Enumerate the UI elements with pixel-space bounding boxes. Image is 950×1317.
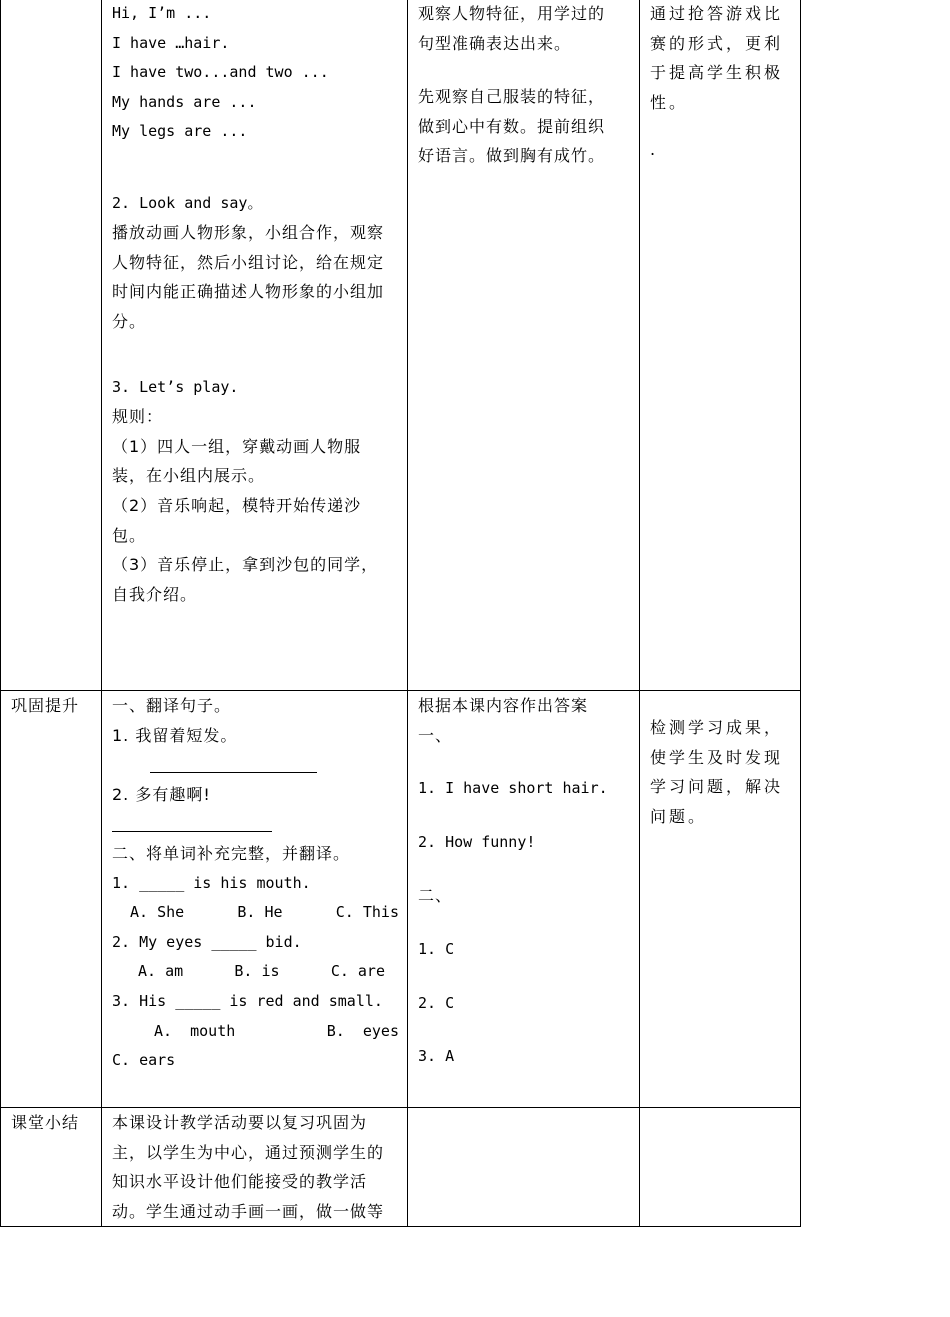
intent-text-line: 学习问题，解决 [650,777,784,797]
stage-label-cell [1,691,102,1108]
design-intent-cell-empty [640,1108,801,1227]
rule-line: （1）四人一组，穿戴动画人物服 [112,436,362,456]
intent-text-line: 赛的形式，更利 [650,33,784,53]
step-text-line: 分。 [112,311,147,331]
choice-options [112,1017,399,1047]
design-intent-cell [640,691,801,1108]
student-text-line: 句型准确表达出来。 [418,33,572,53]
dialogue-line: I have …hair. [112,33,230,52]
choice-question: 3. His _____ is red and small. [112,991,383,1010]
teaching-procedure-cell [102,0,408,691]
exercise-part-title: 一、翻译句子。 [112,696,232,715]
student-activity-cell-empty [408,1108,640,1227]
step-text-line: 人物特征，然后小组讨论，给在规定 [112,252,385,272]
choice-option: B. He [237,903,283,922]
choice-option: C. ears [112,1051,176,1070]
answer-heading: 根据本课内容作出答案 [418,696,589,715]
teaching-procedure-cell [102,1108,408,1227]
step-text-line: 时间内能正确描述人物形象的小组加 [112,282,385,302]
dialogue-line: I have two...and two ... [112,63,329,82]
summary-line: 本课设计教学活动要以复习巩固为 [112,1113,368,1132]
student-text-line: 观察人物特征，用学过的 [418,4,606,23]
step-title: 3. Let’s play. [112,377,239,396]
choice-option: B. eyes [326,1021,399,1040]
rules-label: 规则： [112,407,164,427]
step-title: 2. Look and say。 [112,193,263,212]
intent-text-line: 于提高学生积极 [650,63,784,83]
choice-question: 2. My eyes _____ bid. [112,932,302,951]
student-text-line: 先观察自己服装的特征， [418,87,606,107]
stage-label-cell [1,1108,102,1227]
intent-text-line: 使学生及时发现 [650,747,784,767]
table-row-activities [1,0,801,691]
stage-label: 巩固提升 [11,696,80,715]
answer-line: 3. A [418,1047,455,1066]
choice-question: 1. _____ is his mouth. [112,873,311,892]
rule-line: （3）音乐停止，拿到沙包的同学， [112,555,379,575]
dialogue-line: Hi, I’m ... [112,4,212,22]
design-intent-cell [640,0,801,691]
choice-option: A. She [130,903,185,922]
choice-option: B. is [234,962,280,981]
answer-line: 2. How funny! [418,832,536,851]
student-text-line: 好语言。做到胸有成竹。 [418,146,606,166]
student-text-line: 做到心中有数。提前组织 [418,116,606,136]
choice-option: C. This [335,903,399,922]
choice-options [112,957,399,987]
dialogue-line: My hands are ... [112,92,257,111]
exercise-part-title: 二、将单词补充完整，并翻译。 [112,843,351,863]
choice-options [112,898,399,928]
teaching-procedure-cell [102,691,408,1108]
step-text-line: 播放动画人物形象，小组合作，观察 [112,223,385,243]
rule-line: 包。 [112,525,147,545]
stage-label-cell-empty [1,0,102,691]
answer-line: 1. C [418,939,455,958]
translate-question: 2. 多有趣啊! [112,784,211,804]
rule-line: 装，在小组内展示。 [112,466,266,486]
intent-text-line: 性。 [650,92,689,112]
rule-line: （2）音乐响起，模特开始传递沙 [112,495,362,515]
answer-line: 1. I have short hair. [418,779,608,798]
answer-line: 2. C [418,993,455,1012]
intent-text-line: 检测学习成果， [650,718,784,737]
intent-dot: . [650,140,656,160]
answer-blank-line [112,750,399,780]
choice-option: A. mouth [154,1021,236,1040]
dialogue-line: My legs are ... [112,122,248,141]
stage-label: 课堂小结 [11,1113,80,1132]
rule-line: 自我介绍。 [112,584,198,604]
answer-part: 一、 [418,725,453,745]
choice-option: C. are [330,962,385,981]
translate-question: 1. 我留着短发。 [112,725,238,745]
summary-line: 主，以学生为中心，通过预测学生的 [112,1142,385,1162]
answer-part: 二、 [418,886,453,906]
table-row-consolidation [1,691,801,1108]
choice-option: A. am [138,962,184,981]
student-activity-cell [408,691,640,1108]
answer-blank-line [112,809,399,839]
intent-text-line: 问题。 [650,806,708,826]
table-row-summary [1,1108,801,1227]
summary-line: 知识水平设计他们能接受的教学活 [112,1172,368,1192]
summary-line: 动。学生通过动手画一画，做一做等 [112,1201,385,1221]
intent-text-line: 通过抢答游戏比 [650,4,784,23]
student-activity-cell [408,0,640,691]
